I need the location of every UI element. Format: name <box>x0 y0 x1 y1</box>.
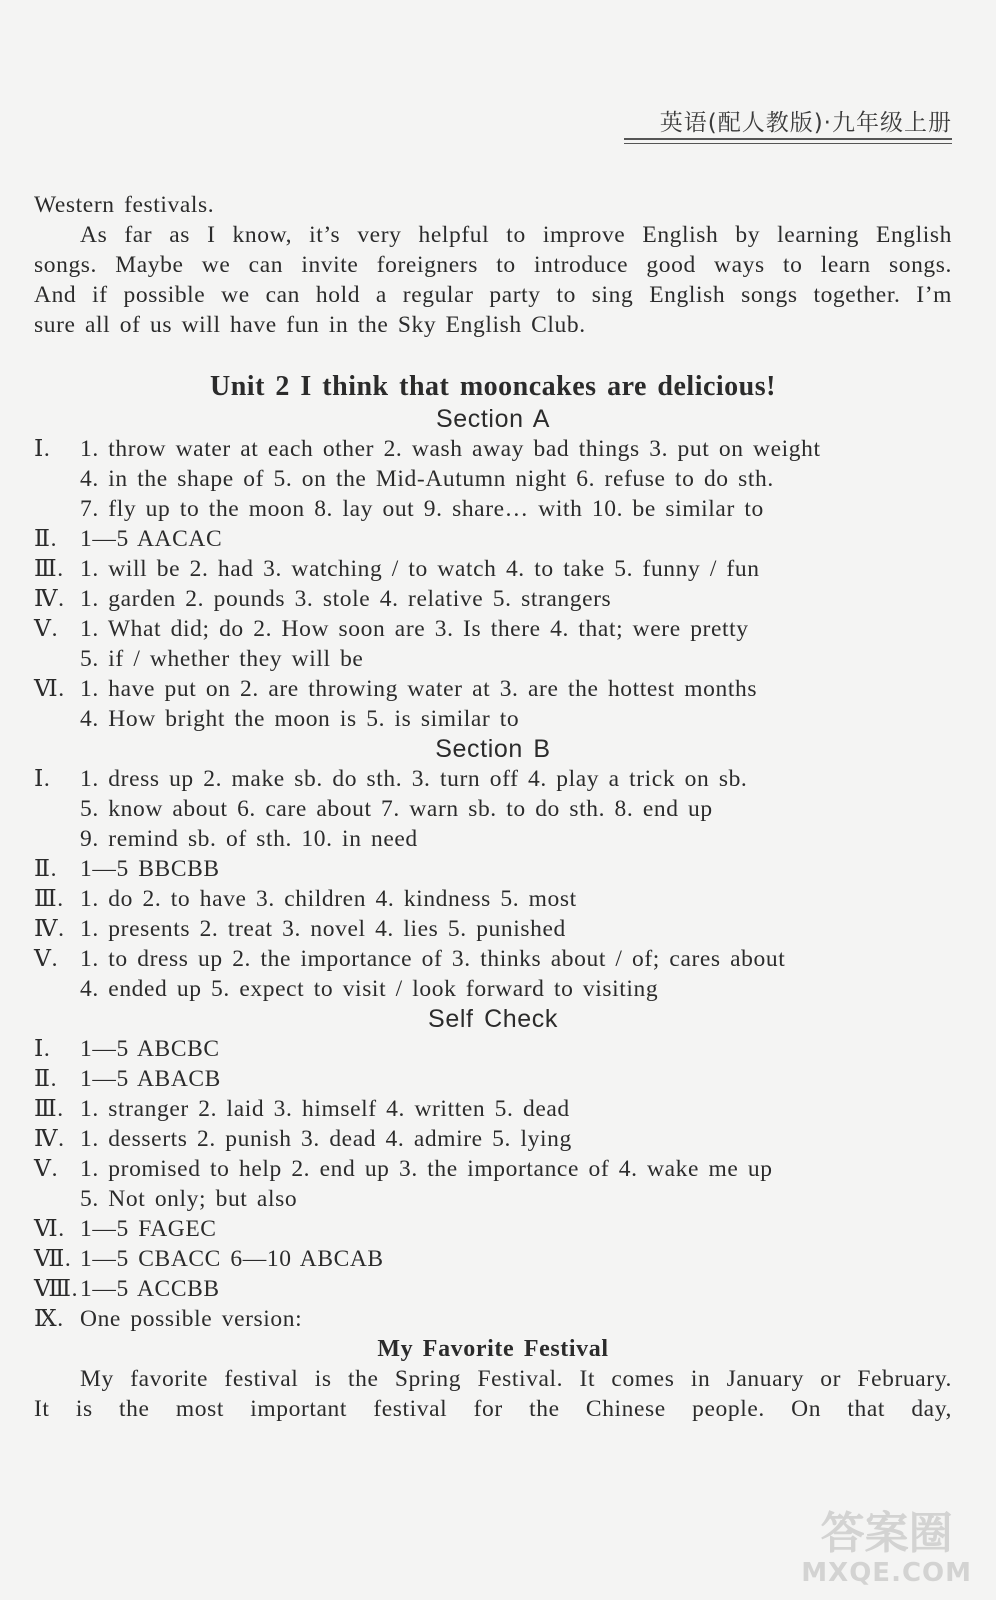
answer-line: 9. remind sb. of sth. 10. in need <box>80 826 418 852</box>
answer-line: 1—5 FAGEC <box>80 1216 217 1242</box>
answer-line: 4. ended up 5. expect to visit / look forward to visiting <box>80 976 659 1002</box>
answer-line: 1. promised to help 2. end up 3. the importance of 4. wake me up <box>80 1156 773 1182</box>
answer-line: 1—5 ABCBC <box>80 1036 220 1062</box>
answer-item <box>34 1064 952 1094</box>
item-number: Ⅰ. <box>34 1036 51 1062</box>
item-number: Ⅶ. <box>34 1246 72 1272</box>
intro-line: As far as I know, it’s very helpful to improve English by learning English <box>80 222 952 248</box>
answer-line: 1—5 BBCBB <box>80 856 220 882</box>
answer-item <box>34 914 952 944</box>
essay-title: My Favorite Festival <box>377 1336 609 1362</box>
item-number: Ⅲ. <box>34 556 64 582</box>
intro-line: Western festivals. <box>34 192 215 218</box>
answer-line: 1. stranger 2. laid 3. himself 4. written 5. dead <box>80 1096 570 1122</box>
section-b-answers <box>34 764 952 1004</box>
answer-item <box>34 1154 952 1184</box>
answer-line: 1—5 ABACB <box>80 1066 221 1092</box>
item-number: Ⅴ. <box>34 1156 59 1182</box>
answer-line: 5. know about 6. care about 7. warn sb. to do sth. 8. end up <box>80 796 713 822</box>
answer-item <box>34 1214 952 1244</box>
answer-item <box>34 1304 952 1334</box>
answer-line: 7. fly up to the moon 8. lay out 9. share… with 10. be similar to <box>80 496 764 522</box>
item-number: Ⅷ. <box>34 1276 79 1302</box>
item-number: Ⅵ. <box>34 1216 65 1242</box>
answer-line: 5. if / whether they will be <box>80 646 364 672</box>
answer-line: One possible version: <box>80 1306 303 1332</box>
section-a-answers <box>34 434 952 734</box>
item-number: Ⅴ. <box>34 946 59 972</box>
item-number: Ⅲ. <box>34 1096 64 1122</box>
item-number: Ⅵ. <box>34 676 65 702</box>
answer-line: 1—5 AACAC <box>80 526 223 552</box>
item-number: Ⅰ. <box>34 766 51 792</box>
answer-item <box>34 434 952 464</box>
item-number: Ⅳ. <box>34 1126 65 1152</box>
answer-item <box>34 554 952 584</box>
unit-title: Unit 2 I think that mooncakes are delicious! <box>210 371 776 402</box>
answer-line: 1—5 CBACC 6—10 ABCAB <box>80 1246 384 1272</box>
item-number: Ⅸ. <box>34 1306 64 1332</box>
intro-line: And if possible we can hold a regular party to sing English songs together. I’m <box>34 282 952 308</box>
answer-item <box>34 1034 952 1064</box>
self-check-title: Self Check <box>428 1005 558 1033</box>
header-rule <box>624 138 952 144</box>
answer-line: 1. presents 2. treat 3. novel 4. lies 5. punished <box>80 916 566 942</box>
answer-item <box>34 1274 952 1304</box>
item-number: Ⅴ. <box>34 616 59 642</box>
answer-line: 4. How bright the moon is 5. is similar to <box>80 706 520 732</box>
item-number: Ⅲ. <box>34 886 64 912</box>
item-number: Ⅳ. <box>34 586 65 612</box>
answer-item <box>34 944 952 974</box>
answer-item <box>34 524 952 554</box>
item-number: Ⅱ. <box>34 1066 58 1092</box>
watermark-url: MXQE.COM <box>801 1558 972 1588</box>
essay-line: My favorite festival is the Spring Festival. It comes in January or February. <box>80 1366 952 1392</box>
answer-item <box>34 674 952 704</box>
answer-line: 1. dress up 2. make sb. do sth. 3. turn off 4. play a trick on sb. <box>80 766 748 792</box>
answer-item <box>34 764 952 794</box>
answer-line: 4. in the shape of 5. on the Mid-Autumn night 6. refuse to do sth. <box>80 466 774 492</box>
answer-item <box>34 1124 952 1154</box>
answer-line: 1. throw water at each other 2. wash away bad things 3. put on weight <box>80 436 821 462</box>
answer-line: 1. What did; do 2. How soon are 3. Is there 4. that; were pretty <box>80 616 749 642</box>
answer-item <box>34 884 952 914</box>
answer-line: 1. do 2. to have 3. children 4. kindness 5. most <box>80 886 577 912</box>
section-b-title: Section B <box>435 735 551 763</box>
item-number: Ⅳ. <box>34 916 65 942</box>
section-a-title: Section A <box>435 405 551 433</box>
watermark-logo <box>801 1510 972 1588</box>
answer-line: 1. have put on 2. are throwing water at 3. are the hottest months <box>80 676 758 702</box>
answer-line: 1. desserts 2. punish 3. dead 4. admire 5. lying <box>80 1126 572 1152</box>
item-number: Ⅰ. <box>34 436 51 462</box>
answer-item <box>34 584 952 614</box>
answer-line: 1. to dress up 2. the importance of 3. thinks about / of; cares about <box>80 946 786 972</box>
answer-line: 1. garden 2. pounds 3. stole 4. relative 5. strangers <box>80 586 612 612</box>
answer-item <box>34 614 952 644</box>
essay-line: It is the most important festival for the Chinese people. On that day, <box>34 1396 952 1422</box>
watermark-text: 答案圈 <box>820 1508 953 1559</box>
item-number: Ⅱ. <box>34 526 58 552</box>
intro-line: sure all of us will have fun in the Sky English Club. <box>34 312 586 338</box>
self-check-answers <box>34 1034 952 1334</box>
answer-line: 1—5 ACCBB <box>80 1276 220 1302</box>
book-header: 英语(配人教版)·九年级上册 <box>659 110 952 136</box>
answer-item <box>34 854 952 884</box>
answer-line: 1. will be 2. had 3. watching / to watch 4. to take 5. funny / fun <box>80 556 760 582</box>
item-number: Ⅱ. <box>34 856 58 882</box>
intro-line: songs. Maybe we can invite foreigners to introduce good ways to learn songs. <box>34 252 952 278</box>
answer-content <box>34 190 952 1424</box>
answer-line: 5. Not only; but also <box>80 1186 298 1212</box>
answer-item <box>34 1244 952 1274</box>
answer-item <box>34 1094 952 1124</box>
